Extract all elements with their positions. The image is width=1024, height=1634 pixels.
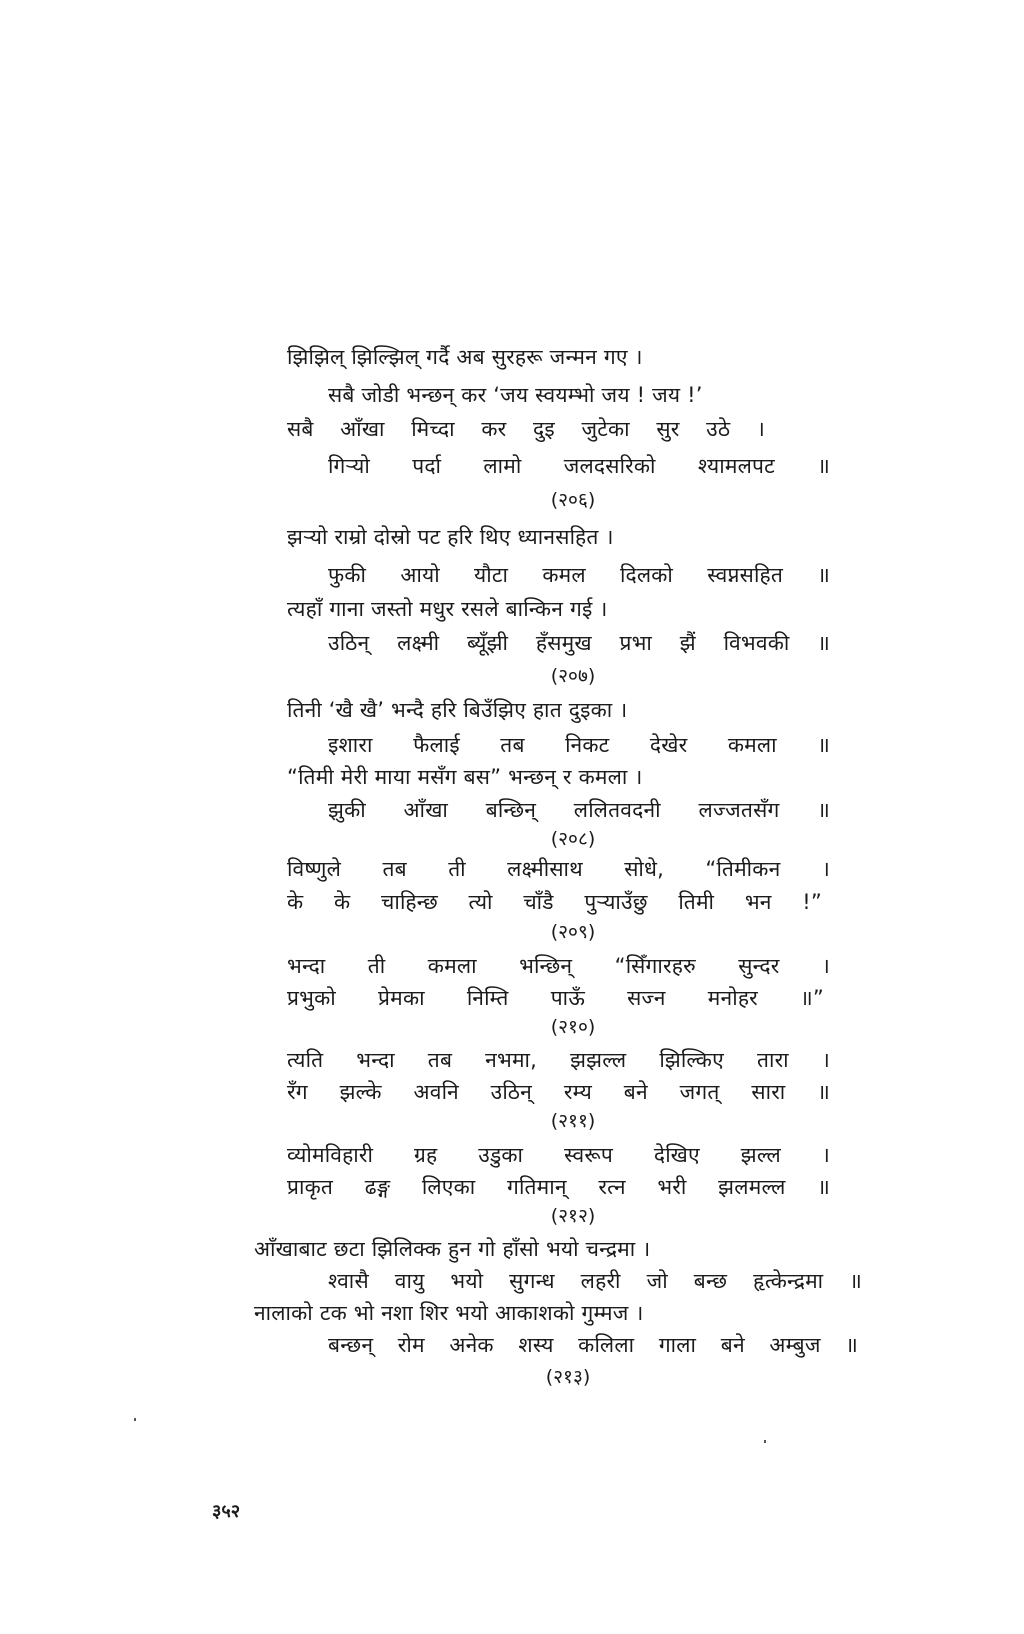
- stanza-number: (२१०): [550, 1016, 596, 1038]
- stanza-number: (२०८): [550, 828, 596, 850]
- stanza-number: (२०६): [550, 489, 596, 511]
- verse-line: प्राकृत ढङ्ग लिएका गतिमान् रत्न भरी झलमल्ल ॥: [287, 1175, 830, 1199]
- verse-line: श्वासै वायु भयो सुगन्ध लहरी जो बन्छ हृत्केन्द्रमा ॥: [328, 1269, 862, 1293]
- stanza-number: (२१२): [550, 1205, 596, 1227]
- verse-line: सबै जोडी भन्छन् कर ‘जय स्वयम्भो जय ! जय !’: [328, 383, 703, 407]
- verse-line: प्रभुको प्रेमका निम्ति पाऊँ सज्न मनोहर ॥”: [287, 986, 824, 1010]
- verse-line: बन्छन् रोम अनेक शस्य कलिला गाला बने अम्बुज ॥: [328, 1333, 858, 1357]
- verse-line: त्यहाँ गाना जस्तो मधुर रसले बान्किन गई ।: [287, 597, 608, 621]
- scan-speck: [764, 1440, 766, 1443]
- verse-line: तिनी ‘खै खै’ भन्दै हरि बिउँझिए हात दुइका ।: [287, 698, 628, 722]
- verse-line: झुकी आँखा बन्छिन् ललितवदनी लज्जतसँग ॥: [328, 798, 830, 822]
- verse-line: इशारा फैलाई तब निकट देखेर कमला ॥: [328, 733, 830, 757]
- verse-line: आँखाबाट छटा झिलिक्क हुन गो हाँसो भयो चन्द्रमा ।: [254, 1237, 651, 1261]
- verse-line: रँग झल्के अवनि उठिन् रम्य बने जगत् सारा ॥: [287, 1080, 830, 1104]
- verse-line: गिऱ्यो पर्दा लामो जलदसरिको श्यामलपट ॥: [328, 454, 830, 478]
- stanza-number: (२११): [550, 1110, 596, 1132]
- verse-line: फुकी आयो यौटा कमल दिलको स्वप्नसहित ॥: [328, 563, 830, 587]
- verse-line: भन्दा ती कमला भन्छिन् “सिँगारहरु सुन्दर ।: [287, 954, 830, 978]
- verse-line: “तिमी मेरी माया मसँग बस” भन्छन् र कमला ।: [287, 765, 643, 789]
- verse-line: के के चाहिन्छ त्यो चाँडै पुऱ्याउँछु तिमी भन !”: [287, 890, 822, 914]
- verse-line: व्योमविहारी ग्रह उडुका स्वरूप देखिए झल्ल ।: [287, 1143, 830, 1167]
- verse-line: उठिन् लक्ष्मी ब्यूँझी हँसमुख प्रभा झैं विभवकी ॥: [328, 631, 830, 655]
- stanza-number: (२०९): [550, 921, 596, 943]
- stanza-number: (२१३): [545, 1366, 591, 1388]
- stanza-number: (२०७): [550, 665, 596, 687]
- verse-line: त्यति भन्दा तब नभमा, झझल्ल झिल्किए तारा ।: [287, 1048, 830, 1072]
- verse-line: नालाको टक भो नशा शिर भयो आकाशको गुम्मज ।: [254, 1301, 644, 1325]
- verse-line: झिझिल् झिल्झिल् गर्दै अब सुरहरू जन्मन गए ।: [287, 345, 643, 369]
- page-number: ३५२: [212, 1501, 241, 1522]
- verse-line: झऱ्यो राम्रो दोस्रो पट हरि थिए ध्यानसहित ।: [287, 525, 614, 549]
- verse-line: विष्णुले तब ती लक्ष्मीसाथ सोधे, “तिमीकन ।: [287, 857, 830, 881]
- verse-line: सबै आँखा मिच्दा कर दुइ जुटेका सुर उठे ।: [287, 417, 765, 441]
- scan-speck: [134, 1418, 136, 1421]
